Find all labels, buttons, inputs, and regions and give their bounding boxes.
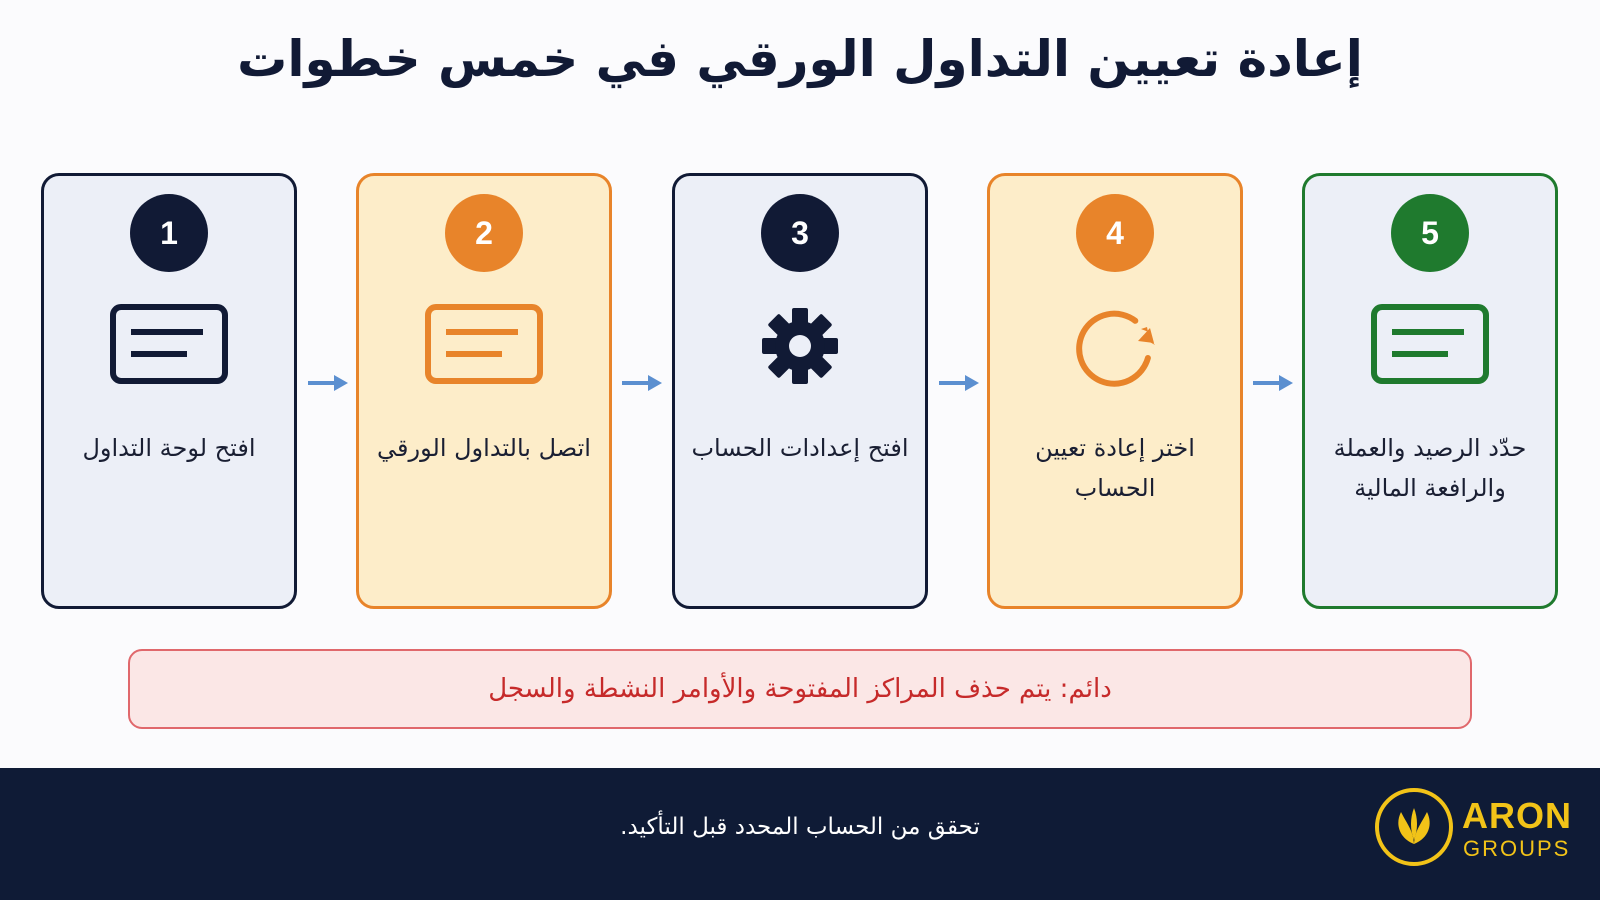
document-card-icon (109, 301, 229, 391)
step-label: افتح لوحة التداول (82, 434, 256, 462)
gear-icon (740, 301, 860, 391)
logo-wordmark: ARON (1462, 795, 1572, 836)
aron-logo-icon (1373, 786, 1455, 868)
step-label: اختر إعادة تعيين الحساب (1035, 434, 1195, 502)
step-number-badge: 1 (130, 194, 208, 272)
document-card-icon (424, 301, 544, 391)
logo-subtitle: GROUPS (1463, 836, 1571, 861)
step-card-3 (672, 173, 928, 609)
arrow-icon (1251, 373, 1295, 393)
step-label: افتح إعدادات الحساب (691, 434, 909, 462)
step-card-4 (987, 173, 1243, 609)
footer-bar (0, 768, 1600, 900)
step-number-badge: 2 (445, 194, 523, 272)
step-number-badge: 3 (761, 194, 839, 272)
step-number-badge: 5 (1391, 194, 1469, 272)
step-card-5 (1302, 173, 1558, 609)
step-number-badge: 4 (1076, 194, 1154, 272)
step-card-2 (356, 173, 612, 609)
step-label: اتصل بالتداول الورقي (377, 434, 591, 462)
reset-arrow-icon (1055, 301, 1175, 391)
step-label: حدّد الرصيد والعملة والرافعة المالية (1333, 434, 1527, 502)
arrow-icon (937, 373, 981, 393)
footer-note: تحقق من الحساب المحدد قبل التأكيد. (620, 814, 980, 840)
step-card-1 (41, 173, 297, 609)
arrow-icon (620, 373, 664, 393)
document-card-icon (1370, 301, 1490, 391)
arrow-icon (306, 373, 350, 393)
page-title: إعادة تعيين التداول الورقي في خمس خطوات (237, 30, 1363, 88)
warning-banner: دائم: يتم حذف المراكز المفتوحة والأوامر النشطة والسجل (128, 649, 1472, 729)
